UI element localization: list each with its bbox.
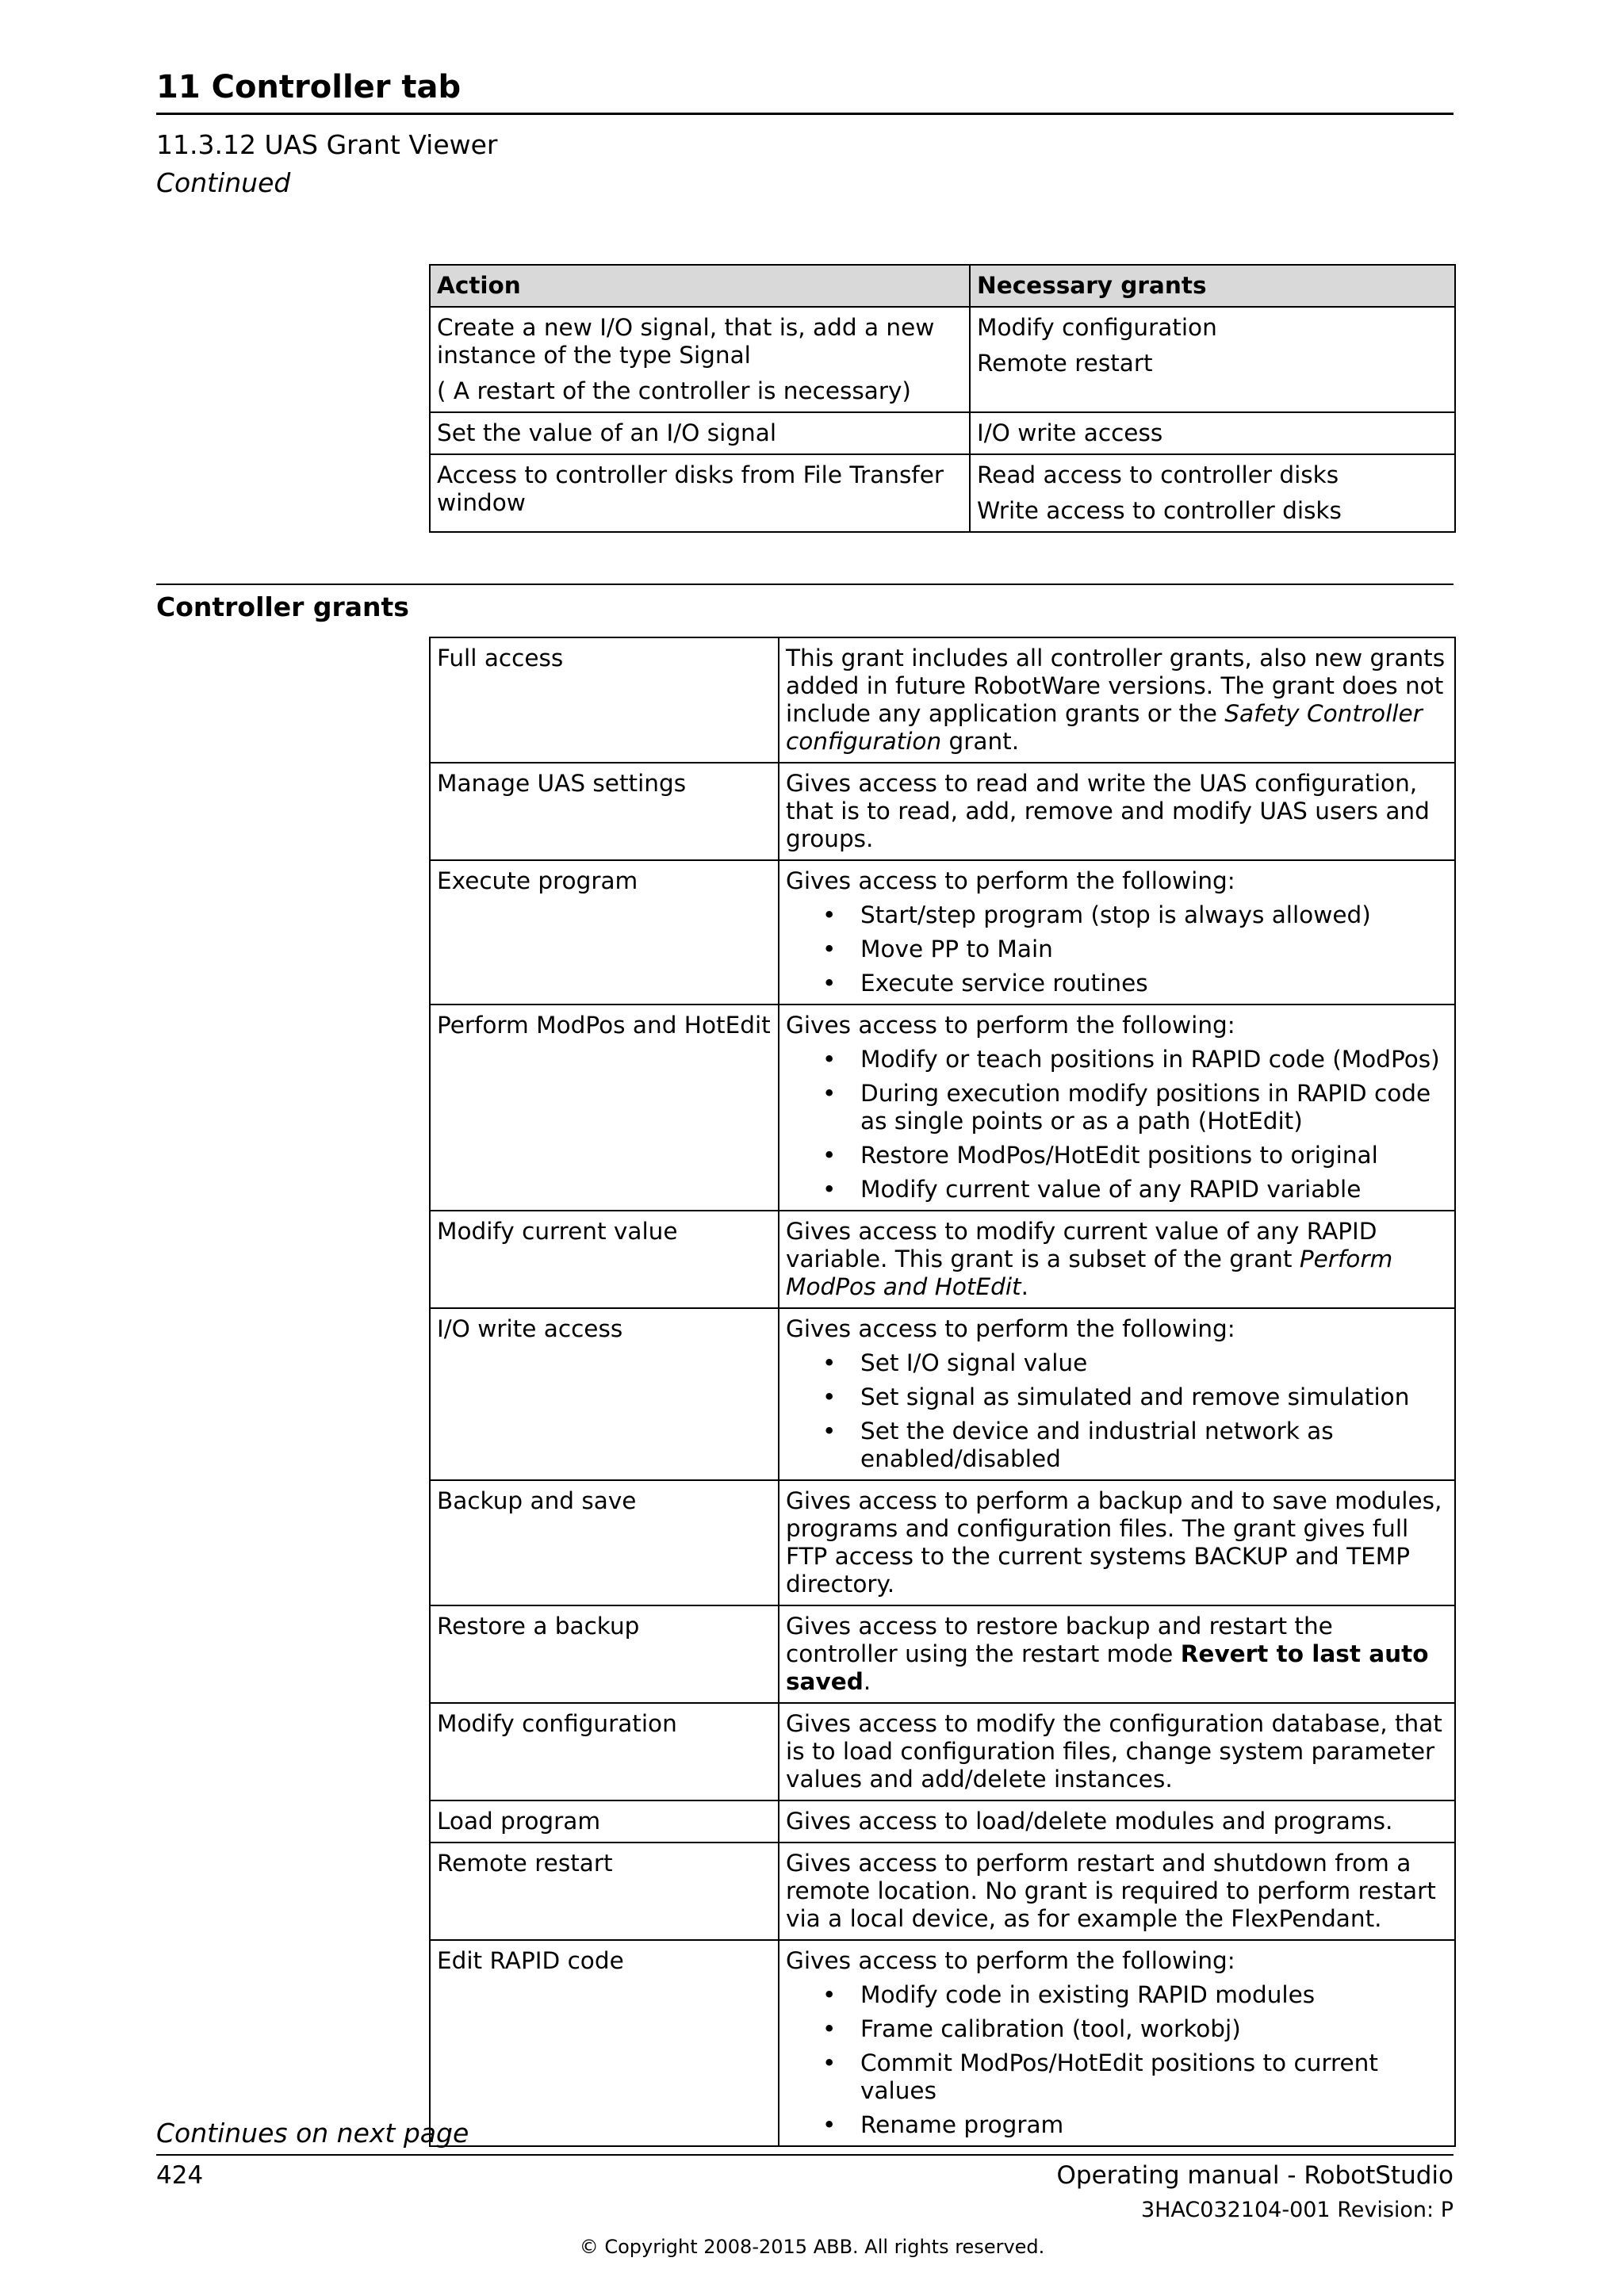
table-row [430, 1703, 1455, 1800]
action-note: ( A restart of the controller is necessary) [437, 377, 911, 404]
grant-bullet-list [786, 1349, 1448, 1473]
chapter-heading: 11 Controller tab [156, 67, 1454, 115]
table-row [430, 1940, 1455, 2146]
footer-divider [156, 2154, 1454, 2156]
list-item: • Commit ModPos/HotEdit positions to current values [786, 2049, 1448, 2105]
grant-bullet-list [786, 1981, 1448, 2139]
grant-desc-cell [779, 1940, 1455, 2146]
table-row [430, 1004, 1455, 1211]
table-row [430, 1308, 1455, 1480]
grant-desc-cell: Gives access to perform restart and shutdown from a remote location. No grant is required to perform restart via a local device, as for example the FlexPendant. [779, 1843, 1455, 1940]
column-header-action: Action [430, 265, 970, 307]
grant-desc: Gives access to perform the following: [786, 1315, 1235, 1342]
table-row [430, 1800, 1455, 1843]
list-item: • Modify or teach positions in RAPID code (ModPos) [786, 1046, 1448, 1073]
grant-desc: Gives access to restore backup and restart the controller using the restart mode [786, 1613, 1333, 1667]
grant-desc-italic: Safety Controller configuration [786, 700, 1423, 755]
grants-cell [970, 454, 1455, 532]
grant-name-cell: Restore a backup [430, 1605, 779, 1703]
grant-desc: Gives access to perform the following: [786, 867, 1235, 894]
table-row [430, 1480, 1455, 1605]
grant-desc-cell: Gives access to perform a backup and to save modules, programs and configuration files. The grant gives full FTP access to the current systems BACKUP and TEMP directory. [779, 1480, 1455, 1605]
grant-name-cell: Modify configuration [430, 1703, 779, 1800]
grants-cell [970, 412, 1455, 454]
grant-desc-italic: Perform ModPos and HotEdit [786, 1246, 1393, 1300]
list-item: • Modify code in existing RAPID modules [786, 1981, 1448, 2009]
grant-desc-cell: Gives access to load/delete modules and programs. [779, 1800, 1455, 1843]
table-row [430, 1211, 1455, 1308]
action-cell [430, 307, 970, 412]
grant-desc-cell [779, 1605, 1455, 1703]
grant-desc: Gives access to perform the following: [786, 1947, 1235, 1974]
grant-text: Read access to controller disks [977, 461, 1339, 488]
grant-bullet-list [786, 901, 1448, 997]
action-cell [430, 412, 970, 454]
grant-desc-end: . [863, 1668, 871, 1695]
action-text: Set the value of an I/O signal [437, 419, 777, 446]
continues-on-next-page: Continues on next page [156, 2118, 469, 2149]
list-item: • Modify current value of any RAPID variable [786, 1176, 1448, 1203]
document-id: 3HAC032104-001 Revision: P [1140, 2198, 1454, 2222]
table-row [430, 412, 1455, 454]
controller-grants-table [429, 637, 1456, 2147]
grant-bullet-list [786, 1046, 1448, 1203]
table-row [430, 763, 1455, 860]
column-header-grants: Necessary grants [970, 265, 1455, 307]
grant-name-cell: Modify current value [430, 1211, 779, 1308]
section-title: 11.3.12 UAS Grant Viewer [156, 129, 498, 160]
manual-title: Operating manual - RobotStudio [1056, 2161, 1454, 2190]
list-item: • Set signal as simulated and remove simulation [786, 1383, 1448, 1411]
grant-desc-cell [779, 860, 1455, 1004]
grant-name-cell: Perform ModPos and HotEdit [430, 1004, 779, 1211]
list-item: • Set the device and industrial network as enabled/disabled [786, 1418, 1448, 1473]
grant-desc-cell: Gives access to modify the configuration database, that is to load configuration files, change system parameter values and add/delete instances. [779, 1703, 1455, 1800]
grant-desc-cell [779, 1308, 1455, 1480]
grant-text: I/O write access [977, 419, 1163, 446]
page-number: 424 [156, 2161, 204, 2190]
table-row [430, 1605, 1455, 1703]
grant-name-cell: Backup and save [430, 1480, 779, 1605]
grant-desc-cell [779, 637, 1455, 763]
table-row [430, 307, 1455, 412]
grant-name-cell: Edit RAPID code [430, 1940, 779, 2146]
grant-name-cell: Remote restart [430, 1843, 779, 1940]
grant-text: Modify configuration [977, 314, 1217, 341]
grant-text: Remote restart [977, 350, 1153, 377]
grant-name-cell: Manage UAS settings [430, 763, 779, 860]
table-row [430, 860, 1455, 1004]
grant-desc: This grant includes all controller grants, also new grants added in future RobotWare versions. The grant does not include any application grants or the [786, 645, 1446, 727]
grant-desc-cell [779, 1004, 1455, 1211]
grant-desc-end: . [1021, 1273, 1029, 1300]
grant-desc-end: grant. [941, 728, 1020, 755]
table-header-row [430, 265, 1455, 307]
grant-name-cell: Execute program [430, 860, 779, 1004]
table-row [430, 1843, 1455, 1940]
continued-label: Continued [156, 167, 291, 198]
grant-desc-cell [779, 1211, 1455, 1308]
section-divider [156, 584, 1454, 585]
grant-desc: Gives access to perform the following: [786, 1012, 1235, 1039]
table-row [430, 454, 1455, 532]
grant-name-cell: Full access [430, 637, 779, 763]
list-item: • Set I/O signal value [786, 1349, 1448, 1377]
action-cell [430, 454, 970, 532]
grant-desc: Gives access to modify current value of any RAPID variable. This grant is a subset of the grant [786, 1218, 1377, 1272]
list-item: • Frame calibration (tool, workobj) [786, 2015, 1448, 2043]
list-item: • Start/step program (stop is always allowed) [786, 901, 1448, 929]
grant-desc-bold: Revert to last auto saved [786, 1640, 1429, 1695]
list-item: • Execute service routines [786, 970, 1448, 997]
action-text: Access to controller disks from File Transfer window [437, 461, 944, 516]
grant-name-cell: I/O write access [430, 1308, 779, 1480]
controller-grants-heading: Controller grants [156, 591, 409, 622]
table-row [430, 637, 1455, 763]
actions-table [429, 264, 1456, 533]
copyright-notice: © Copyright 2008-2015 ABB. All rights reserved. [579, 2236, 1045, 2258]
grant-text: Write access to controller disks [977, 497, 1342, 524]
list-item: • Move PP to Main [786, 936, 1448, 963]
list-item: • During execution modify positions in RAPID code as single points or as a path (HotEdit) [786, 1080, 1448, 1135]
list-item: • Restore ModPos/HotEdit positions to original [786, 1142, 1448, 1169]
grants-cell [970, 307, 1455, 412]
grant-name-cell: Load program [430, 1800, 779, 1843]
action-text: Create a new I/O signal, that is, add a new instance of the type Signal [437, 314, 935, 369]
list-item: • Rename program [786, 2111, 1448, 2139]
grant-desc-cell: Gives access to read and write the UAS configuration, that is to read, add, remove and modify UAS users and groups. [779, 763, 1455, 860]
